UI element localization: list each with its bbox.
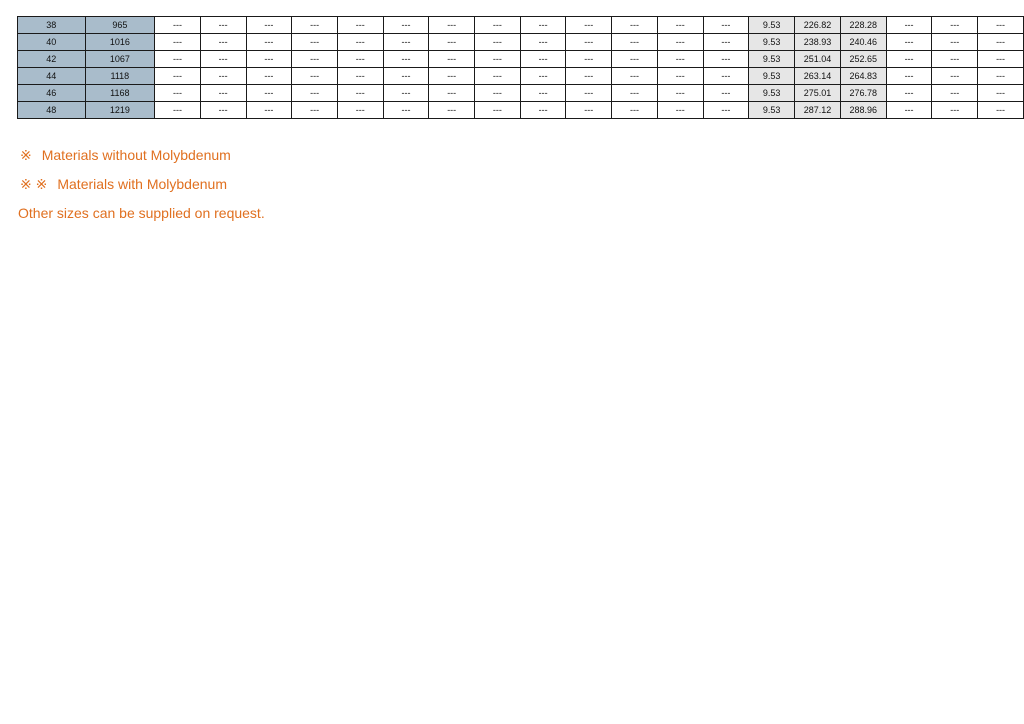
- table-cell: ---: [520, 17, 566, 34]
- table-cell: 9.53: [749, 85, 795, 102]
- table-cell: ---: [429, 34, 475, 51]
- table-cell: ---: [200, 85, 246, 102]
- table-cell: ---: [337, 85, 383, 102]
- table-cell: ---: [246, 85, 292, 102]
- table-cell: ---: [337, 17, 383, 34]
- table-cell: ---: [520, 51, 566, 68]
- footnotes: [18, 146, 265, 233]
- table-row: [18, 85, 1024, 102]
- table-cell: ---: [566, 17, 612, 34]
- od-cell: 1067: [85, 51, 155, 68]
- table-cell: ---: [200, 68, 246, 85]
- table-cell: ---: [475, 34, 521, 51]
- table-cell: 263.14: [795, 68, 841, 85]
- table-cell: ---: [246, 68, 292, 85]
- table-cell: ---: [383, 102, 429, 119]
- table-cell: 276.78: [840, 85, 886, 102]
- table-cell: ---: [246, 34, 292, 51]
- table-cell: ---: [612, 17, 658, 34]
- table-cell: ---: [337, 51, 383, 68]
- table-cell: ---: [932, 68, 978, 85]
- table-cell: ---: [657, 85, 703, 102]
- table-cell: ---: [475, 68, 521, 85]
- table-cell: ---: [932, 102, 978, 119]
- table-cell: ---: [978, 34, 1024, 51]
- table-cell: 275.01: [795, 85, 841, 102]
- table-row: [18, 17, 1024, 34]
- table-cell: ---: [475, 51, 521, 68]
- table-cell: ---: [566, 68, 612, 85]
- table-cell: ---: [932, 17, 978, 34]
- table-cell: ---: [566, 85, 612, 102]
- table-cell: ---: [886, 34, 932, 51]
- table-cell: ---: [978, 102, 1024, 119]
- note-with-molybdenum: [18, 175, 265, 204]
- table-cell: ---: [566, 51, 612, 68]
- od-cell: 1219: [85, 102, 155, 119]
- table-cell: ---: [886, 68, 932, 85]
- table-cell: ---: [520, 68, 566, 85]
- table-cell: ---: [978, 85, 1024, 102]
- table-cell: ---: [612, 51, 658, 68]
- table-cell: ---: [657, 34, 703, 51]
- table-cell: ---: [383, 68, 429, 85]
- table-cell: ---: [978, 68, 1024, 85]
- table-cell: ---: [155, 68, 201, 85]
- table-cell: ---: [566, 102, 612, 119]
- table-cell: ---: [292, 102, 338, 119]
- table-cell: ---: [337, 68, 383, 85]
- table-cell: ---: [155, 17, 201, 34]
- table-cell: ---: [520, 102, 566, 119]
- table-cell: ---: [978, 17, 1024, 34]
- table-row: [18, 51, 1024, 68]
- table-cell: ---: [612, 85, 658, 102]
- table-cell: ---: [337, 34, 383, 51]
- table-cell: ---: [383, 51, 429, 68]
- table-cell: ---: [703, 34, 749, 51]
- table-cell: ---: [246, 17, 292, 34]
- table-cell: ---: [429, 85, 475, 102]
- table-cell: ---: [475, 85, 521, 102]
- table-cell: ---: [337, 102, 383, 119]
- nps-cell: 48: [18, 102, 86, 119]
- reference-mark-icon: ※: [20, 147, 32, 163]
- table-cell: ---: [200, 17, 246, 34]
- table-cell: 9.53: [749, 34, 795, 51]
- table-cell: 228.28: [840, 17, 886, 34]
- table-cell: ---: [155, 102, 201, 119]
- od-cell: 1168: [85, 85, 155, 102]
- table-cell: ---: [886, 85, 932, 102]
- table-cell: ---: [612, 34, 658, 51]
- table-cell: ---: [383, 34, 429, 51]
- table-cell: ---: [292, 68, 338, 85]
- table-cell: ---: [429, 68, 475, 85]
- table-row: [18, 68, 1024, 85]
- table-cell: ---: [292, 85, 338, 102]
- table-cell: 9.53: [749, 68, 795, 85]
- table-cell: 252.65: [840, 51, 886, 68]
- table-cell: ---: [566, 34, 612, 51]
- od-cell: 1118: [85, 68, 155, 85]
- table-cell: 238.93: [795, 34, 841, 51]
- table-cell: ---: [429, 51, 475, 68]
- table-cell: ---: [200, 51, 246, 68]
- table-cell: 9.53: [749, 51, 795, 68]
- table-cell: ---: [703, 85, 749, 102]
- table-cell: ---: [429, 102, 475, 119]
- table-cell: ---: [200, 34, 246, 51]
- table-cell: ---: [475, 17, 521, 34]
- table-cell: ---: [657, 102, 703, 119]
- table-cell: ---: [886, 17, 932, 34]
- table-cell: ---: [429, 17, 475, 34]
- table-cell: ---: [703, 68, 749, 85]
- table-cell: 288.96: [840, 102, 886, 119]
- table-cell: ---: [520, 34, 566, 51]
- table-cell: ---: [612, 102, 658, 119]
- note-without-molybdenum: [18, 146, 265, 175]
- table-cell: ---: [292, 17, 338, 34]
- table-cell: 287.12: [795, 102, 841, 119]
- nps-cell: 44: [18, 68, 86, 85]
- table-cell: ---: [292, 51, 338, 68]
- table-cell: ---: [657, 17, 703, 34]
- table-cell: ---: [932, 51, 978, 68]
- table-cell: ---: [703, 102, 749, 119]
- table-cell: 9.53: [749, 17, 795, 34]
- table-cell: ---: [246, 102, 292, 119]
- table-cell: ---: [657, 51, 703, 68]
- table-cell: ---: [383, 17, 429, 34]
- nps-cell: 38: [18, 17, 86, 34]
- table-cell: ---: [155, 34, 201, 51]
- table-cell: ---: [932, 85, 978, 102]
- table-cell: ---: [475, 102, 521, 119]
- nps-cell: 46: [18, 85, 86, 102]
- pipe-dimension-table: [17, 16, 1024, 119]
- table-cell: ---: [886, 102, 932, 119]
- table-row: [18, 34, 1024, 51]
- table-cell: ---: [155, 85, 201, 102]
- table-cell: ---: [292, 34, 338, 51]
- table-body: [18, 17, 1024, 119]
- table-cell: ---: [978, 51, 1024, 68]
- table-cell: ---: [246, 51, 292, 68]
- od-cell: 965: [85, 17, 155, 34]
- double-reference-mark-icon: ※ ※: [20, 176, 48, 192]
- table-cell: ---: [612, 68, 658, 85]
- table-cell: ---: [703, 51, 749, 68]
- table-cell: ---: [932, 34, 978, 51]
- table-cell: 251.04: [795, 51, 841, 68]
- note-without-molybdenum-text: Materials without Molybdenum: [41, 147, 231, 163]
- table-cell: ---: [703, 17, 749, 34]
- table-cell: ---: [657, 68, 703, 85]
- note-other-sizes: Other sizes can be supplied on request.: [18, 205, 265, 221]
- table-cell: ---: [886, 51, 932, 68]
- table-cell: 226.82: [795, 17, 841, 34]
- table-cell: 264.83: [840, 68, 886, 85]
- note-with-molybdenum-text: Materials with Molybdenum: [57, 176, 227, 192]
- table-cell: ---: [200, 102, 246, 119]
- od-cell: 1016: [85, 34, 155, 51]
- table-cell: 9.53: [749, 102, 795, 119]
- nps-cell: 42: [18, 51, 86, 68]
- table-cell: ---: [520, 85, 566, 102]
- table-row: [18, 102, 1024, 119]
- table-cell: ---: [383, 85, 429, 102]
- nps-cell: 40: [18, 34, 86, 51]
- table-cell: ---: [155, 51, 201, 68]
- table-cell: 240.46: [840, 34, 886, 51]
